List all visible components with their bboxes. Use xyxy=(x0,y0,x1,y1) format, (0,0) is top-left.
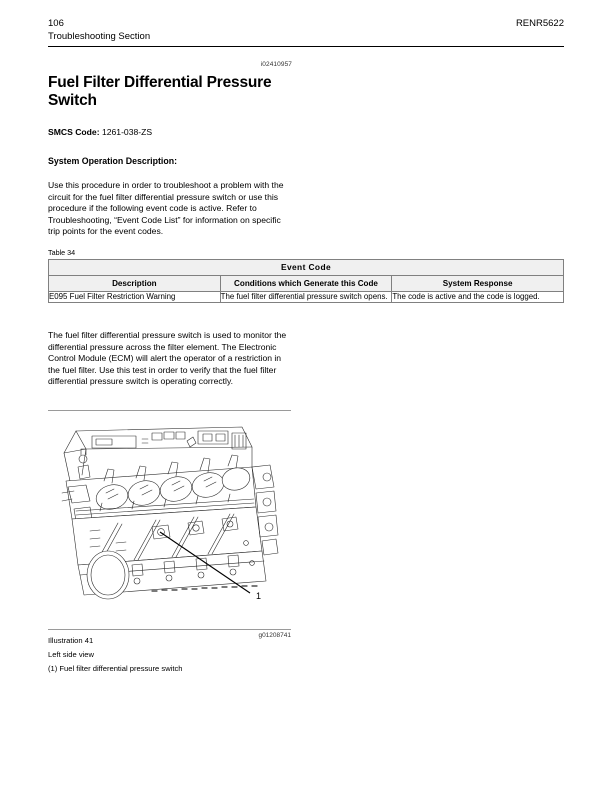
cell-conditions: The fuel filter differential pressure switch opens. xyxy=(220,292,392,303)
section-name: Troubleshooting Section xyxy=(48,31,151,42)
engine-illustration xyxy=(56,423,284,608)
page-header xyxy=(48,18,564,43)
table-row xyxy=(49,292,564,303)
header-divider xyxy=(48,46,564,47)
smcs-label: SMCS Code: xyxy=(48,127,100,137)
table-header-row xyxy=(49,276,564,292)
column-header-conditions: Conditions which Generate this Code xyxy=(220,276,392,292)
column-header-response: System Response xyxy=(392,276,564,292)
smcs-code-line xyxy=(48,126,292,138)
event-code-table xyxy=(48,259,564,303)
table-title: Event Code xyxy=(49,260,564,276)
engine-line-drawing xyxy=(56,423,284,608)
smcs-value: 1261-038-ZS xyxy=(101,127,153,137)
column-header-description: Description xyxy=(49,276,221,292)
system-operation-heading: System Operation Description: xyxy=(48,156,178,166)
figure-bottom-divider xyxy=(48,629,291,630)
figure-subtitle: Left side view xyxy=(48,650,95,659)
figure-top-divider xyxy=(48,410,291,411)
figure-graphic-id: g01208741 xyxy=(258,632,291,639)
table-title-row xyxy=(49,260,564,276)
table-caption: Table 34 xyxy=(48,248,76,257)
page-title: Fuel Filter Differential Pressure Switch xyxy=(48,74,272,109)
figure-number: Illustration 41 xyxy=(48,636,94,645)
article-doc-id: i02410957 xyxy=(260,61,292,68)
paragraph-switch-description: The fuel filter differential pressure switch is used to monitor the differential pressure across the filter element. The Electronic Control Module (ECM) will alert the operator of a restriction in the fuel filter. Use this test in order to verify that the fuel filter differential pressure switch is operating correctly. xyxy=(48,330,287,387)
manual-id: RENR5622 xyxy=(515,18,564,29)
page-number: 106 xyxy=(48,18,64,29)
callout-1-label: 1 xyxy=(256,591,262,601)
figure-legend: (1) Fuel filter differential pressure switch xyxy=(48,664,183,673)
article-column xyxy=(48,60,292,238)
cell-response: The code is active and the code is logged. xyxy=(392,292,564,303)
cell-description: E095 Fuel Filter Restriction Warning xyxy=(49,292,221,303)
paragraph-system-operation: Use this procedure in order to troubleshoot a problem with the circuit for the fuel filter differential pressure switch or use this procedure if the following event code is active. Refer to Troubleshooting, “Event Code List” for information on specific trip points for the event codes. xyxy=(48,180,284,237)
